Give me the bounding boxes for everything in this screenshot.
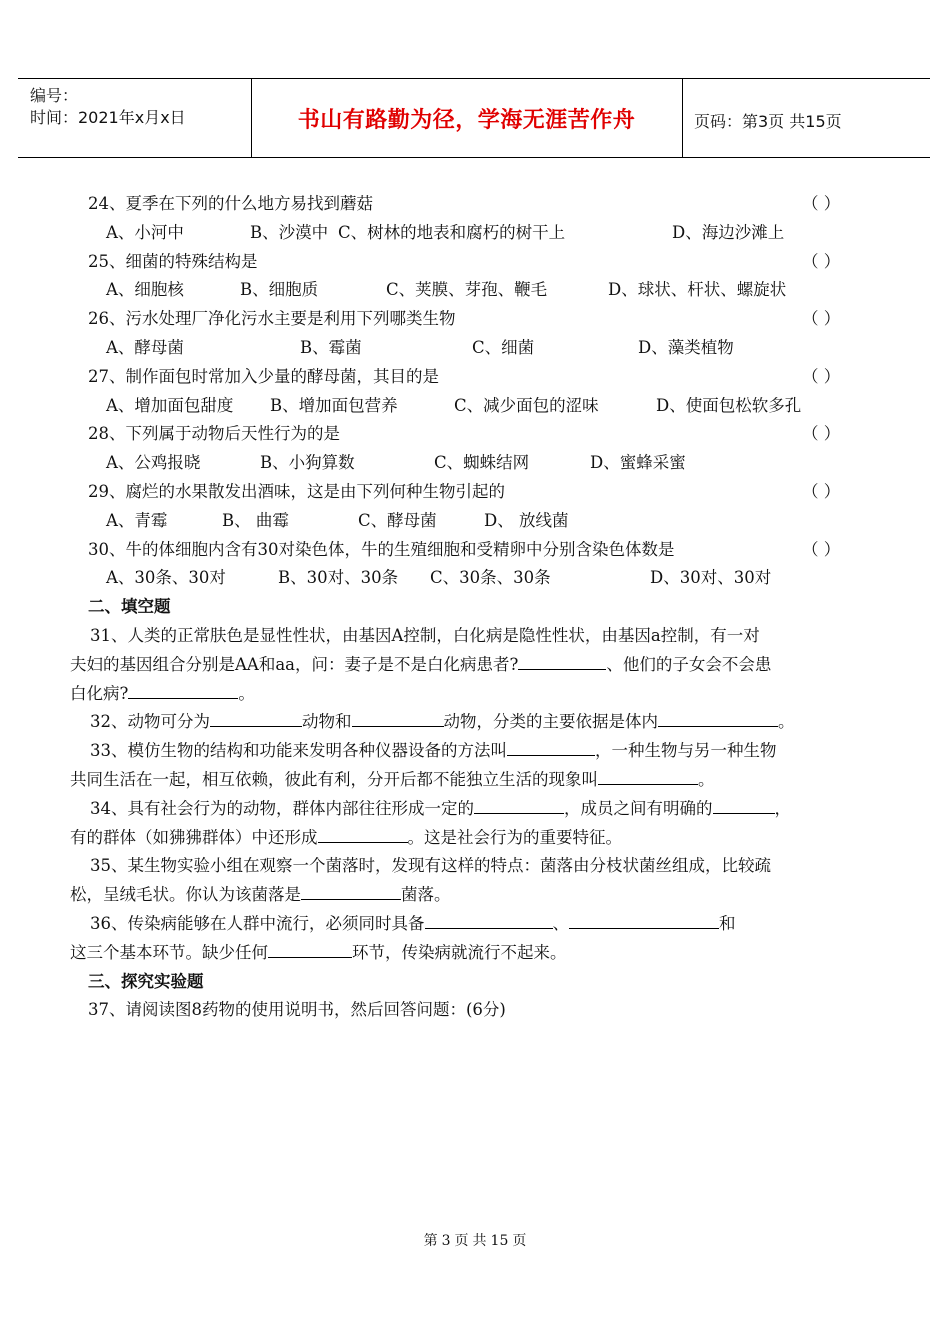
footer-text-d: 页 <box>512 1233 527 1249</box>
answer-blank[interactable] <box>713 795 775 814</box>
option-b: B、30对、30条 <box>278 568 399 588</box>
options-29 <box>88 507 883 536</box>
question-32 <box>88 708 883 737</box>
option-d: D、藻类植物 <box>638 337 734 357</box>
option-b: B、霉菌 <box>300 337 362 357</box>
answer-blank[interactable] <box>474 795 564 814</box>
option-c: C、蜘蛛结网 <box>434 453 530 473</box>
question-33 <box>70 737 883 795</box>
options-25 <box>88 276 883 305</box>
content <box>70 190 883 1025</box>
question-text: 24、夏季在下列的什么地方易找到蘑菇 <box>88 194 373 213</box>
question-37: 37、请阅读图8药物的使用说明书，然后回答问题：(6分) <box>88 1000 506 1020</box>
question-text: 27、制作面包时常加入少量的酵母菌，其目的是 <box>88 366 439 386</box>
question-24 <box>88 190 883 219</box>
options-27 <box>88 392 883 421</box>
answer-blank[interactable] <box>507 737 595 756</box>
answer-blank[interactable] <box>425 910 553 929</box>
answer-bracket: （ ） <box>802 309 841 329</box>
question-30 <box>88 536 883 565</box>
q34-line2 <box>68 824 883 853</box>
question-28 <box>88 420 883 449</box>
answer-blank[interactable] <box>268 939 352 958</box>
q31-line3 <box>68 680 883 709</box>
question-34 <box>70 795 883 853</box>
footer-text-c: 共 <box>472 1233 487 1249</box>
page-footer <box>0 1230 950 1250</box>
answer-blank[interactable] <box>598 766 698 785</box>
answer-blank[interactable] <box>128 680 238 699</box>
q36-text-c: 和 <box>719 913 736 933</box>
q31-line1 <box>88 622 883 651</box>
answer-blank[interactable] <box>301 881 401 900</box>
q31-line2 <box>68 651 883 680</box>
q35-line2 <box>68 881 883 910</box>
option-d: D、使面包松软多孔 <box>656 395 802 415</box>
q36-text-a: 36、传染病能够在人群中流行，必须同时具备 <box>90 913 425 933</box>
option-b: B、细胞质 <box>240 280 319 300</box>
q33-line2 <box>68 766 883 795</box>
question-31 <box>70 622 883 708</box>
answer-bracket: （ ） <box>802 424 841 444</box>
answer-bracket: （ ） <box>802 194 841 213</box>
question-text: 29、腐烂的水果散发出酒味，这是由下列何种生物引起的 <box>88 481 505 501</box>
q34-line1 <box>88 795 883 824</box>
q31-text-e: 。 <box>238 683 255 703</box>
option-a: A、公鸡报晓 <box>106 453 201 473</box>
option-d: D、 放线菌 <box>484 510 569 530</box>
question-27 <box>88 363 883 392</box>
header-info-cell <box>18 79 252 157</box>
answer-bracket: （ ） <box>802 251 841 271</box>
q36-line1 <box>88 910 883 939</box>
q33-text-c: 共同生活在一起，相互依赖，彼此有利，分开后都不能独立生活的现象叫 <box>70 769 598 789</box>
option-c: C、减少面包的涩味 <box>454 395 599 415</box>
option-c: C、30条、30条 <box>430 568 551 588</box>
q34-text-d: 有的群体（如狒狒群体）中还形成 <box>70 827 318 847</box>
page-header <box>18 78 930 158</box>
answer-blank[interactable] <box>352 708 444 727</box>
option-a: A、酵母菌 <box>106 337 184 357</box>
option-d: D、30对、30对 <box>650 568 772 588</box>
question-26 <box>88 305 883 334</box>
q34-text-c: ， <box>774 798 791 818</box>
q36-line2 <box>68 939 883 968</box>
q31-text-a: 31、人类的正常肤色是显性性状，由基因A控制，白化病是隐性性状，由基因a控制，有一对 <box>90 625 760 645</box>
option-c: C、酵母菌 <box>358 510 437 530</box>
q32-text-a: 32、动物可分为 <box>90 712 210 732</box>
option-d: D、球状、杆状、螺旋状 <box>608 280 787 300</box>
q32-text-b: 动物和 <box>302 712 352 732</box>
option-c: C、荚膜、芽孢、鞭毛 <box>386 280 548 300</box>
answer-blank[interactable] <box>210 708 302 727</box>
options-26 <box>88 334 883 363</box>
q36-text-d: 这三个基本环节。缺少任何 <box>70 942 268 962</box>
answer-blank[interactable] <box>318 824 408 843</box>
option-a: A、30条、30对 <box>106 568 226 588</box>
motto: 书山有路勤为径，学海无涯苦作舟 <box>297 108 636 133</box>
question-25 <box>88 248 883 277</box>
header-motto-cell <box>251 79 683 157</box>
q35-text-c: 菌落。 <box>401 885 451 905</box>
options-24 <box>88 219 883 248</box>
option-d: D、蜜蜂采蜜 <box>590 453 686 473</box>
options-28 <box>88 449 883 478</box>
q31-text-d: 白化病? <box>70 683 129 703</box>
option-b: B、增加面包营养 <box>270 395 398 415</box>
q36-text-b: 、 <box>552 913 569 933</box>
option-a: A、青霉 <box>106 510 168 530</box>
q34-text-a: 34、具有社会行为的动物，群体内部往往形成一定的 <box>90 798 474 818</box>
question-29 <box>88 478 883 507</box>
question-text: 30、牛的体细胞内含有30对染色体，牛的生殖细胞和受精卵中分别含染色体数是 <box>88 539 675 559</box>
question-text: 26、污水处理厂净化污水主要是利用下列哪类生物 <box>88 309 456 329</box>
option-a: A、小河中 <box>106 222 184 242</box>
q31-text-b: 夫妇的基因组合分别是AA和aa，问：妻子是不是白化病患者? <box>70 654 519 674</box>
q36-text-e: 环节，传染病就流行不起来。 <box>352 942 567 962</box>
section-title-fill: 二、填空题 <box>88 597 171 617</box>
answer-bracket: （ ） <box>802 366 841 386</box>
options-30 <box>88 564 883 593</box>
q33-text-d: 。 <box>698 769 715 789</box>
option-c: C、细菌 <box>472 337 535 357</box>
question-text: 28、下列属于动物后天性行为的是 <box>88 424 340 444</box>
footer-text-a: 第 <box>423 1233 438 1249</box>
page-label: 页码：第3页 共15页 <box>694 112 842 131</box>
q35-line1 <box>88 852 883 881</box>
q33-text-a: 33、模仿生物的结构和功能来发明各种仪器设备的方法叫 <box>90 741 507 761</box>
q32-text-c: 动物，分类的主要依据是体内 <box>443 712 658 732</box>
option-b: B、 曲霉 <box>222 510 289 530</box>
answer-blank[interactable] <box>569 910 719 929</box>
answer-blank[interactable] <box>518 651 606 670</box>
footer-page-number: 3 <box>441 1233 451 1249</box>
time-label: 时间：2021年x月x日 <box>30 108 186 127</box>
option-d: D、海边沙滩上 <box>672 222 785 242</box>
q34-text-e: 。这是社会行为的重要特征。 <box>407 827 622 847</box>
q33-text-b: ，一种生物与另一种生物 <box>595 741 777 761</box>
q31-text-c: 、他们的子女会不会患 <box>606 654 772 674</box>
section-title-experiment: 三、探究实验题 <box>88 971 204 991</box>
question-text: 25、细菌的特殊结构是 <box>88 251 258 271</box>
footer-total-pages: 15 <box>490 1233 509 1249</box>
answer-blank[interactable] <box>658 708 778 727</box>
answer-bracket: （ ） <box>802 481 841 501</box>
question-36 <box>70 910 883 968</box>
option-c: C、树林的地表和腐朽的树干上 <box>338 222 566 242</box>
option-b: B、小狗算数 <box>260 453 355 473</box>
option-a: A、增加面包甜度 <box>106 395 234 415</box>
q33-line1 <box>88 737 883 766</box>
answer-bracket: （ ） <box>802 539 841 559</box>
q34-text-b: ，成员之间有明确的 <box>564 798 713 818</box>
q35-text-a: 35、某生物实验小组在观察一个菌落时，发现有这样的特点：菌落由分枝状菌丝组成，比较疏 <box>90 856 771 876</box>
number-label: 编号： <box>30 86 79 105</box>
option-b: B、沙漠中 <box>250 222 329 242</box>
option-a: A、细胞核 <box>106 280 184 300</box>
header-page-cell <box>682 79 930 157</box>
footer-text-b: 页 <box>454 1233 469 1249</box>
q35-text-b: 松，呈绒毛状。你认为该菌落是 <box>70 885 301 905</box>
question-35 <box>70 852 883 910</box>
q32-text-d: 。 <box>778 712 795 732</box>
